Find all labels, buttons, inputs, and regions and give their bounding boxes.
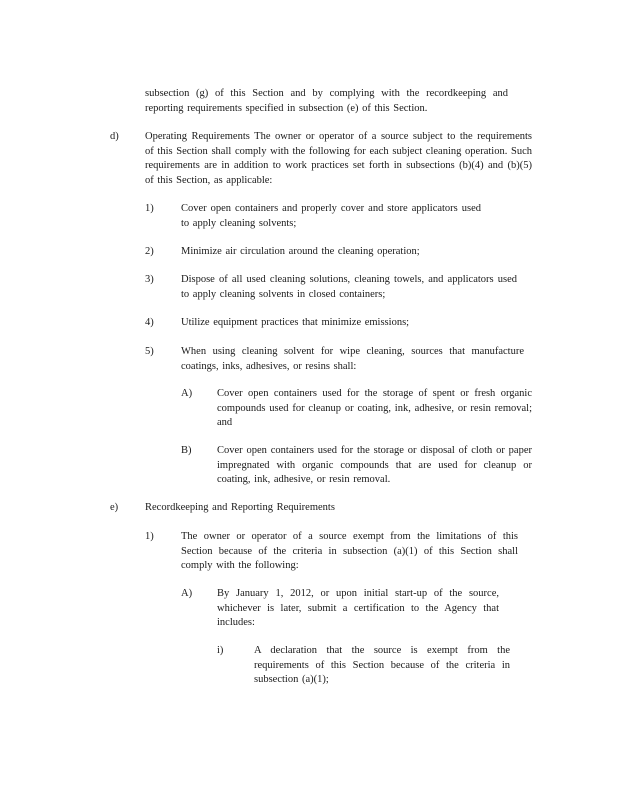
intro-paragraph: subsection (g) of this Section and by complying with the recordkeeping and reporting requirements specified in subsection (e) of this Section. <box>145 88 508 114</box>
subsection-e-title: Recordkeeping and Reporting Requirements <box>145 502 335 513</box>
subitem-e1A-text: By January 1, 2012, or upon initial start-up of the source, whichever is later, submit a certification to the Agency that includes: <box>217 588 499 628</box>
item-e1-text: The owner or operator of a source exempt from the limitations of this Section because of the criteria in subsection (a)(1) of this Section shall comply with the following: <box>181 531 518 571</box>
item-d2-label: 2) <box>145 246 154 257</box>
item-d3-text: Dispose of all used cleaning solutions, cleaning towels, and applicators used to apply cleaning solvents in closed containers; <box>181 274 517 300</box>
item-d5-text: When using cleaning solvent for wipe cleaning, sources that manufacture coatings, inks, adhesives, or resins shall: <box>181 346 524 372</box>
item-d2-text: Minimize air circulation around the cleaning operation; <box>181 246 420 257</box>
item-d1-text: Cover open containers and properly cover and store applicators used to apply cleaning solvents; <box>181 203 481 229</box>
item-d1-label: 1) <box>145 203 154 214</box>
item-d3-label: 3) <box>145 274 154 285</box>
item-d4-label: 4) <box>145 317 154 328</box>
subsection-e-label: e) <box>110 502 119 513</box>
subitem-d5B-label: B) <box>181 445 192 456</box>
subitem-e1Ai-text: A declaration that the source is exempt from the requirements of this Section because of the criteria in subsection (a)(1); <box>254 645 510 685</box>
subsection-d-label: d) <box>110 131 119 142</box>
item-d5-label: 5) <box>145 346 154 357</box>
subitem-d5A-label: A) <box>181 388 193 399</box>
subitem-d5A-text: Cover open containers used for the storage of spent or fresh organic compounds used for cleanup or coating, ink, adhesive, or resin removal; and <box>217 388 532 428</box>
subsection-d-text: Operating Requirements The owner or operator of a source subject to the requirements of this Section shall comply with the following for each subject cleaning operation. Such requirements are in addition to work practices set forth in subsections (b)(4) and (b)(5) of this Section, as applicable: <box>145 131 532 186</box>
item-d4-text: Utilize equipment practices that minimize emissions; <box>181 317 410 328</box>
subitem-d5B-text: Cover open containers used for the storage or disposal of cloth or paper impregnated with organic compounds that are used for cleanup or coating, ink, adhesive, or resin removal. <box>217 445 532 485</box>
subitem-e1A-label: A) <box>181 588 193 599</box>
subitem-e1Ai-label: i) <box>217 645 224 656</box>
item-e1-label: 1) <box>145 531 154 542</box>
